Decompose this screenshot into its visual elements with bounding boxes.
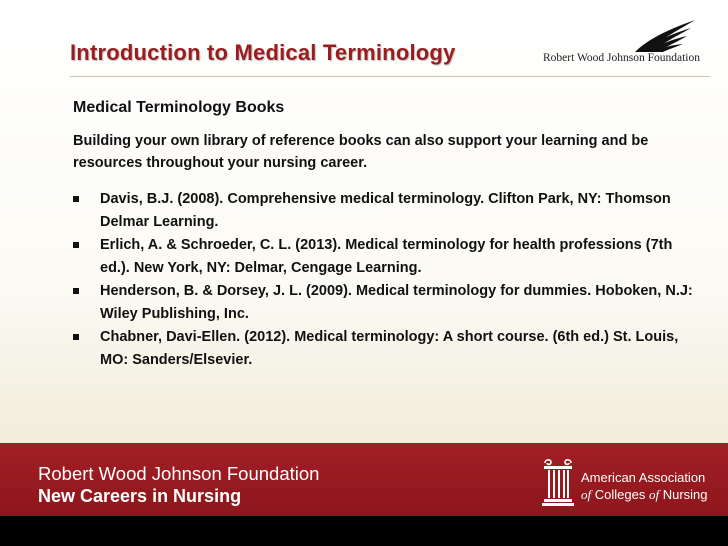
aacn-name-line2: [581, 487, 708, 503]
reference-text: Chabner, Davi-Ellen. (2012). Medical terminology: A short course. (6th ed.) St. Louis, MO: Sanders/Elsevier.: [100, 329, 679, 368]
aacn-of-2: of: [648, 487, 660, 502]
aacn-of-1: of: [581, 487, 592, 502]
reference-text: Davis, B.J. (2008). Comprehensive medical terminology. Clifton Park, NY: Thomson Delmar Learning.: [100, 191, 671, 230]
list-item: [73, 188, 693, 234]
square-bullet-icon: [73, 242, 79, 248]
intro-text: Building your own library of reference books can also support your learning and be resources throughout your nursing career.: [73, 133, 649, 171]
aacn-name-line1: American Association: [581, 470, 706, 485]
section-heading: Medical Terminology Books: [73, 99, 285, 116]
bird-wings-icon: [631, 18, 697, 54]
rwjf-logo-text: Robert Wood Johnson Foundation: [543, 52, 700, 64]
reference-text: Henderson, B. & Dorsey, J. L. (2009). Medical terminology for dummies. Hoboken, N.J: Wiley Publishing, Inc.: [100, 283, 693, 322]
aacn-logo: [541, 457, 721, 509]
reference-list: [73, 188, 693, 372]
footer-band: [0, 443, 728, 516]
footer-rwjf-text: Robert Wood Johnson Foundation: [38, 463, 320, 484]
column-icon: [541, 457, 575, 507]
square-bullet-icon: [73, 334, 79, 340]
square-bullet-icon: [73, 288, 79, 294]
list-item: [73, 326, 693, 372]
square-bullet-icon: [73, 196, 79, 202]
aacn-nursing: Nursing: [662, 487, 708, 502]
rwjf-logo: [543, 18, 703, 68]
aacn-colleges: Colleges: [594, 487, 646, 502]
reference-text: Erlich, A. & Schroeder, C. L. (2013). Medical terminology for health professions (7th ed.). New York, NY: Delmar, Cengage Learning.: [100, 237, 673, 276]
title-divider: [70, 76, 710, 77]
footer-ncin-text: New Careers in Nursing: [38, 486, 242, 506]
list-item: [73, 280, 693, 326]
page-title: Introduction to Medical Terminology: [70, 40, 456, 65]
list-item: [73, 234, 693, 280]
